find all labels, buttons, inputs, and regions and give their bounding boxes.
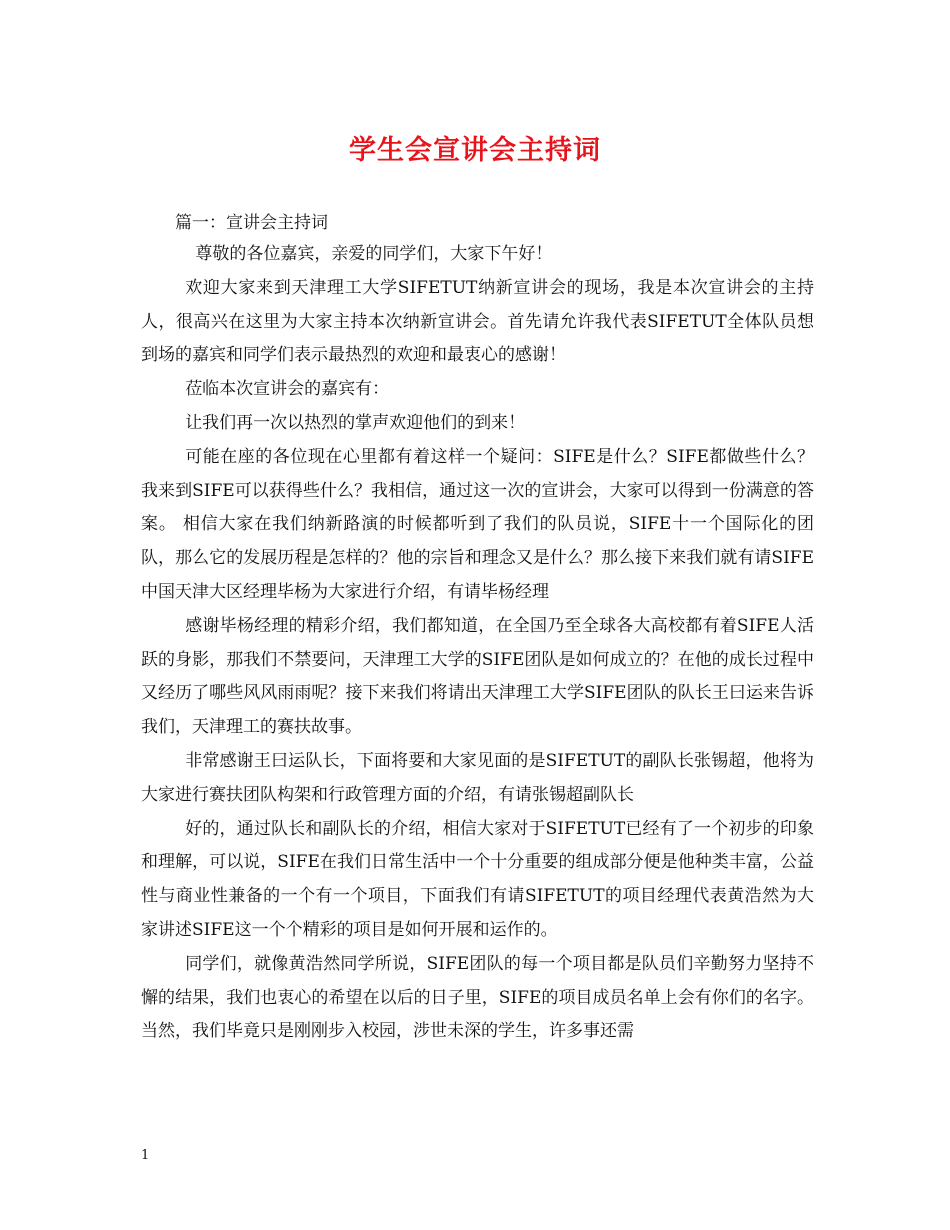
paragraph-vice-captain: 非常感谢王曰运队长，下面将要和大家见面的是SIFETUT的副队长张锡超，他将为大家进行赛扶团队构架和行政管理方面的介绍，有请张锡超副队长: [141, 750, 814, 805]
paragraph-projects: 好的，通过队长和副队长的介绍，相信大家对于SIFETUT已经有了一个初步的印象和理解，可以说，SIFE在我们日常生活中一个十分重要的组成部分便是他种类丰富，公益性与商业性兼备的一个有一个项目，下面我们有请SIFETUT的项目经理代表黄浩然为大家讲述SIFE这一个个精彩的项目是如何开展和运作的。: [141, 818, 814, 940]
paragraph-guests: 莅临本次宣讲会的嘉宾有：: [185, 379, 390, 400]
paragraph-welcome: 欢迎大家来到天津理工大学SIFETUT纳新宣讲会的现场，我是本次宣讲会的主持人，很高兴在这里为大家主持本次纳新宣讲会。首先请允许我代表SIFETUT全体队员想到场的嘉宾和同学们表示最热烈的欢迎和最衷心的感谢！: [141, 277, 814, 366]
paragraph-applause: 让我们再一次以热烈的掌声欢迎他们的到来！: [185, 412, 526, 433]
section-heading: 篇一：宣讲会主持词: [175, 213, 328, 233]
page-number: 1: [141, 1148, 150, 1163]
document-body: [141, 238, 814, 1049]
paragraph-history: 感谢毕杨经理的精彩介绍，我们都知道，在全国乃至全球各大高校都有着SIFE人活跃的身影，那我们不禁要问，天津理工大学的SIFE团队是如何成立的？在他的成长过程中又经历了哪些风风雨雨呢？接下来我们将请出天津理工大学SIFE团队的队长王曰运来告诉我们，天津理工的赛扶故事。: [141, 615, 814, 738]
paragraph-closing: 同学们，就像黄浩然同学所说，SIFE团队的每一个项目都是队员们辛勤努力坚持不懈的结果，我们也衷心的希望在以后的日子里，SIFE的项目成员名单上会有你们的名字。当然，我们毕竟只是刚刚步入校园，涉世未深的学生，许多事还需: [141, 953, 814, 1042]
paragraph-greeting: 尊敬的各位嘉宾，亲爱的同学们，大家下午好！: [195, 244, 553, 264]
document-title: 学生会宣讲会主持词: [349, 135, 601, 166]
paragraph-question: 可能在座的各位现在心里都有着这样一个疑问：SIFE是什么？SIFE都做些什么？我来到SIFE可以获得些什么？我相信，通过这一次的宣讲会，大家可以得到一份满意的答案。 相信大家在我们纳新路演的时候都听到了我们的队员说，SIFE十一个国际化的团队，那么它的发展历程是怎样的？他的宗旨和理念又是什么？那么接下来我们就有请SIFE中国天津大区经理毕杨为大家进行介绍，有请毕杨经理: [141, 446, 814, 602]
